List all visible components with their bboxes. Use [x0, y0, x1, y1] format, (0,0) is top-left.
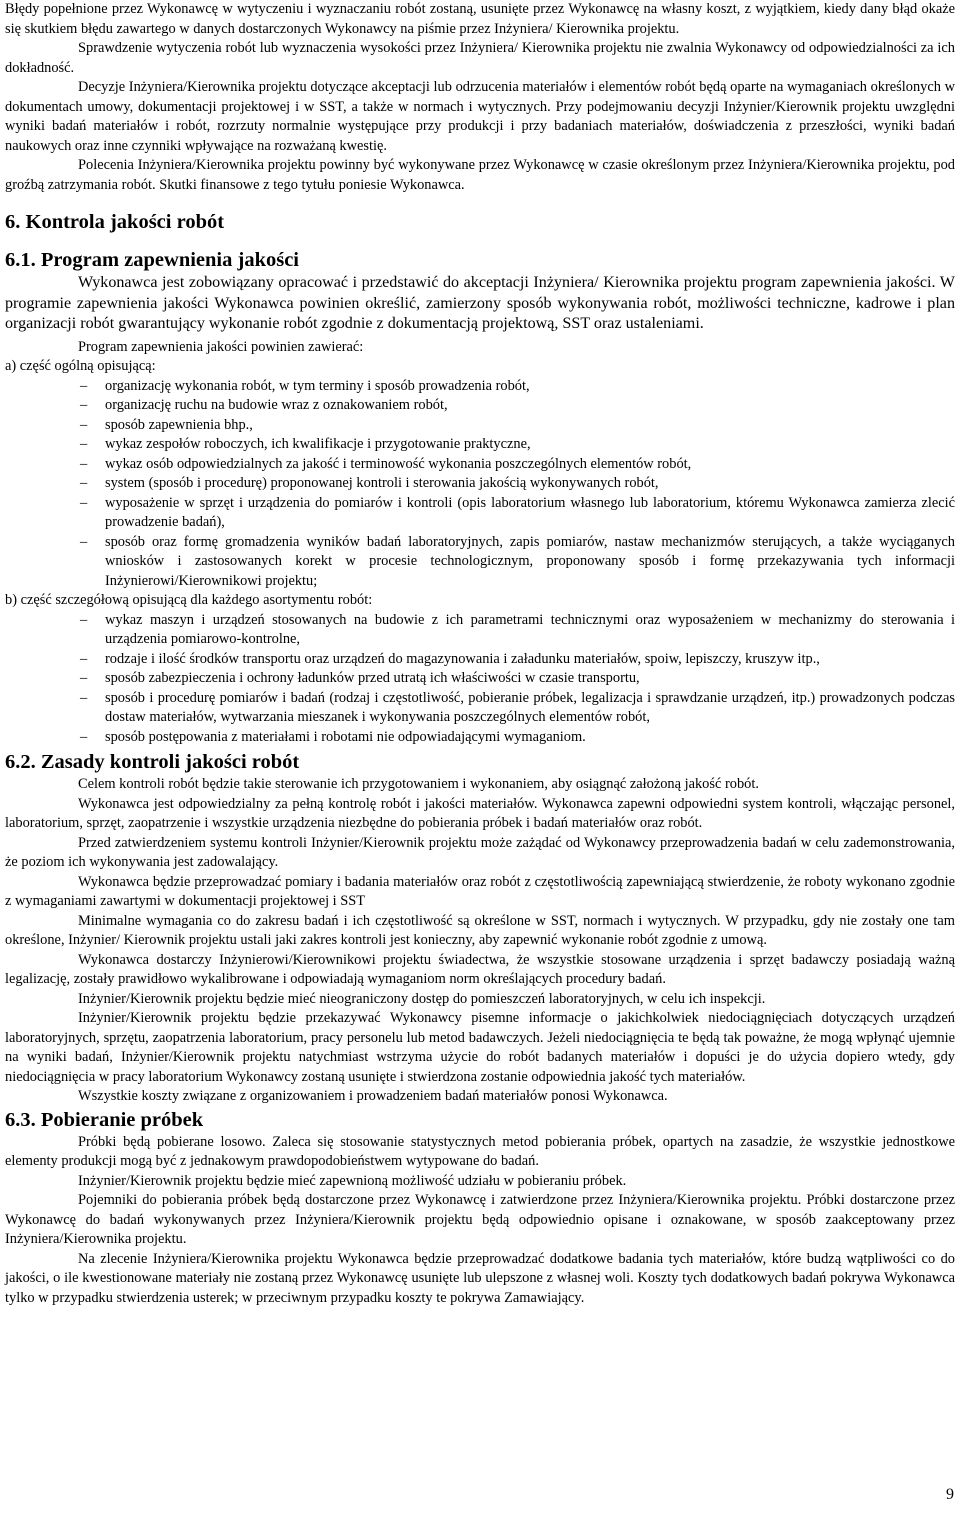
paragraph: Wykonawca jest zobowiązany opracować i przedstawić do akceptacji Inżyniera/ Kierownika projektu program zapewnienia jakości. W programie zapewnienia jakości Wykonawca powinien określić, zamierzony sposób wykonywania robót, możliwości techniczne, kadrowe i plan organizacji robót gwarantujący wykonanie robót zgodnie z dokumentacją projektową, SST oraz ustaleniami. — [5, 274, 955, 333]
section-heading-6-1: 6.1. Program zapewnienia jakości — [5, 249, 299, 271]
section-heading-6-2: 6.2. Zasady kontroli jakości robót — [5, 751, 300, 774]
list-item: – system (sposób i procedurę) proponowanej kontroli i sterowania jakością wykonywanych robót, — [5, 474, 955, 494]
paragraph: Błędy popełnione przez Wykonawcę w wytyczeniu i wyznaczaniu robót zostaną, usunięte przez Wykonawcę na własny koszt, z wyjątkiem, kiedy dany błąd okaże się skutkiem błędu zawartego w danych dostarczonych Wykonawcy na piśmie przez Inżyniera/ Kierownika projektu. — [5, 1, 955, 37]
paragraph: Inżynier/Kierownik projektu będzie mieć nieograniczony dostęp do pomieszczeń laboratoryjnych, w celu ich inspekcji. — [78, 990, 766, 1007]
list-item: – sposób i procedurę pomiarów i badań (rodzaj i częstotliwość, pobieranie próbek, legalizacja i sprawdzanie urządzeń, itp.) prowadzonych podczas dostaw materiałów, wytwarzania mieszanek i wykonywania poszczególnych elementów robót, — [5, 689, 955, 728]
list-intro-a: a) część ogólną opisującą: — [5, 358, 156, 375]
list-intro-b: b) część szczegółową opisującą dla każdego asortymentu robót: — [5, 592, 373, 609]
paragraph: Na zlecenie Inżyniera/Kierownika projektu Wykonawca będzie przeprowadzać dodatkowe badania tych materiałów, które budzą wątpliwości co do jakości, o ile kwestionowane materiały nie zostaną przez Wykonawcę usunięte lub ulepszone z własnej woli. Koszty tych dodatkowych badań pokrywa Wykonawca tylko w przypadku stwierdzenia usterek; w przeciwnym przypadku koszty te pokrywa Zamawiający. — [5, 1250, 955, 1306]
list-item: – sposób zabezpieczenia i ochrony ładunków przed utratą ich właściwości w czasie transportu, — [5, 669, 955, 689]
list-b — [5, 611, 955, 748]
list-item: – organizację wykonania robót, w tym terminy i sposób prowadzenia robót, — [5, 377, 955, 397]
list-item: – sposób postępowania z materiałami i robotami nie odpowiadającymi wymaganiom. — [5, 728, 955, 748]
paragraph: Celem kontroli robót będzie takie sterowanie ich przygotowaniem i wykonaniem, aby osiągnąć założoną jakość robót. — [78, 776, 759, 793]
paragraph: Pojemniki do pobierania próbek będą dostarczone przez Wykonawcę i zatwierdzone przez Inżyniera/Kierownika projektu. Próbki dostarczone przez Wykonawcę do badań wykonywanych przez Inżyniera/Kierownik projektu będą odpowiednio opisane i oznakowane, w sposób zaakceptowany przez Inżyniera/Kierownika projektu. — [5, 1192, 955, 1248]
paragraph: Sprawdzenie wytyczenia robót lub wyznaczenia wysokości przez Inżyniera/ Kierownika projektu nie zwalnia Wykonawcy od odpowiedzialności za ich dokładność. — [5, 40, 955, 76]
paragraph: Inżynier/Kierownik projektu będzie mieć zapewnioną możliwość udziału w pobieraniu próbek. — [78, 1172, 627, 1189]
list-item: – organizację ruchu na budowie wraz z oznakowaniem robót, — [5, 396, 955, 416]
list-item: – wyposażenie w sprzęt i urządzenia do pomiarów i kontroli (opis laboratorium własnego lub laboratorium, któremu Wykonawca zamierza zlecić prowadzenie badań), — [5, 494, 955, 533]
section-heading-6: 6. Kontrola jakości robót — [5, 211, 225, 233]
paragraph: Wykonawca będzie przeprowadzać pomiary i badania materiałów oraz robót z częstotliwością zapewniającą stwierdzenie, że roboty wykonano zgodnie z wymaganiami zawartymi w dokumentacji projektowej i SST — [5, 873, 955, 910]
paragraph: Inżynier/Kierownik projektu będzie przekazywać Wykonawcy pisemne informacje o jakichkolwiek niedociągnięciach dotyczących urządzeń laboratoryjnych, sprzętu, zaopatrzenia laboratorium, pracy personelu lub metod badawczych. Jeżeli niedociągnięcia te będą tak poważne, że mogą wpłynąć ujemnie na wyniki badań, Inżynier/Kierownik projektu natychmiast wstrzyma użycie do robót badanych materiałów i dopuści je do użycia dopiero wtedy, gdy niedociągnięcia w pracy laboratorium Wykonawcy zostaną usunięte i stwierdzona zostanie odpowiednia jakość tych materiałów. — [5, 1010, 955, 1085]
paragraph: Próbki będą pobierane losowo. Zaleca się stosowanie statystycznych metod pobierania próbek, opartych na zasadzie, że wszystkie jednostkowe elementy produkcji mogą być z jednakowym prawdopodobieństwem wytypowane do badań. — [5, 1133, 955, 1170]
paragraph: Polecenia Inżyniera/Kierownika projektu powinny być wykonywane przez Wykonawcę w czasie określonym przez Inżyniera/Kierownika projektu, pod groźbą zatrzymania robót. Skutki finansowe z tego tytułu poniesie Wykonawca. — [5, 157, 955, 193]
list-a — [5, 377, 955, 592]
paragraph: Decyzje Inżyniera/Kierownika projektu dotyczące akceptacji lub odrzucenia materiałów i elementów robót będą oparte na wymaganiach określonych w dokumentach umowy, dokumentacji projektowej i w SST, a także w normach i wytycznych. Przy podejmowaniu decyzji Inżynier/Kierownik projektu uwzględni wyniki badań materiałów i robót, rozrzuty normalnie występujące przy produkcji i przy badaniach materiałów, doświadczenia z przeszłości, wyniki badań naukowych oraz inne czynniki wpływające na rozważaną kwestię. — [5, 79, 955, 154]
paragraph: Program zapewnienia jakości powinien zawierać: — [78, 338, 364, 355]
paragraph: Wykonawca dostarczy Inżynierowi/Kierownikowi projektu świadectwa, że wszystkie stosowane urządzenia i sprzęt badawczy posiadają ważną legalizację, zostały prawidłowo wykalibrowane i odpowiadają wymaganiom norm określających procedury badań. — [5, 951, 955, 988]
list-item: – rodzaje i ilość środków transportu oraz urządzeń do magazynowania i załadunku materiałów, spoiw, lepiszczy, kruszyw itp., — [5, 650, 955, 670]
page-number: 9 — [946, 1486, 954, 1503]
paragraph: Przed zatwierdzeniem systemu kontroli Inżynier/Kierownik projektu może zażądać od Wykonawcy przeprowadzenia badań w celu zademonstrowania, że poziom ich wykonywania jest zadowalający. — [5, 834, 955, 871]
list-item: – wykaz osób odpowiedzialnych za jakość i terminowość wykonania poszczególnych elementów robót, — [5, 455, 955, 475]
paragraph: Wszystkie koszty związane z organizowaniem i prowadzeniem badań materiałów ponosi Wykonawca. — [78, 1088, 668, 1105]
list-item: – wykaz maszyn i urządzeń stosowanych na budowie z ich parametrami technicznymi oraz wyposażeniem w mechanizmy do sterowania i urządzenia pomiarowo-kontrolne, — [5, 611, 955, 650]
paragraph: Minimalne wymagania co do zakresu badań i ich częstotliwość są określone w SST, normach i wytycznych. W przypadku, gdy nie zostały one tam określone, Inżynier/ Kierownik projektu ustali jaki zakres kontroli jest konieczny, aby zapewnić wykonanie robót zgodnie z umową. — [5, 912, 955, 949]
list-item: – wykaz zespołów roboczych, ich kwalifikacje i przygotowanie praktyczne, — [5, 435, 955, 455]
section-heading-6-3: 6.3. Pobieranie próbek — [5, 1108, 204, 1131]
paragraph: Wykonawca jest odpowiedzialny za pełną kontrolę robót i jakości materiałów. Wykonawca zapewni odpowiedni system kontroli, włączając personel, laboratorium, sprzęt, zaopatrzenie i wszystkie urządzenia niezbędne do pobierania próbek i badań materiałów oraz robót. — [5, 795, 955, 832]
list-item: – sposób oraz formę gromadzenia wyników badań laboratoryjnych, zapis pomiarów, nastaw mechanizmów sterujących, a także wyciąganych wniosków i zastosowanych korekt w procesie technologicznym, proponowany sposób i formę przekazywania tych informacji Inżynierowi/Kierownikowi projektu; — [5, 533, 955, 592]
document-page — [5, 0, 955, 1308]
list-item: – sposób zapewnienia bhp., — [5, 416, 955, 436]
